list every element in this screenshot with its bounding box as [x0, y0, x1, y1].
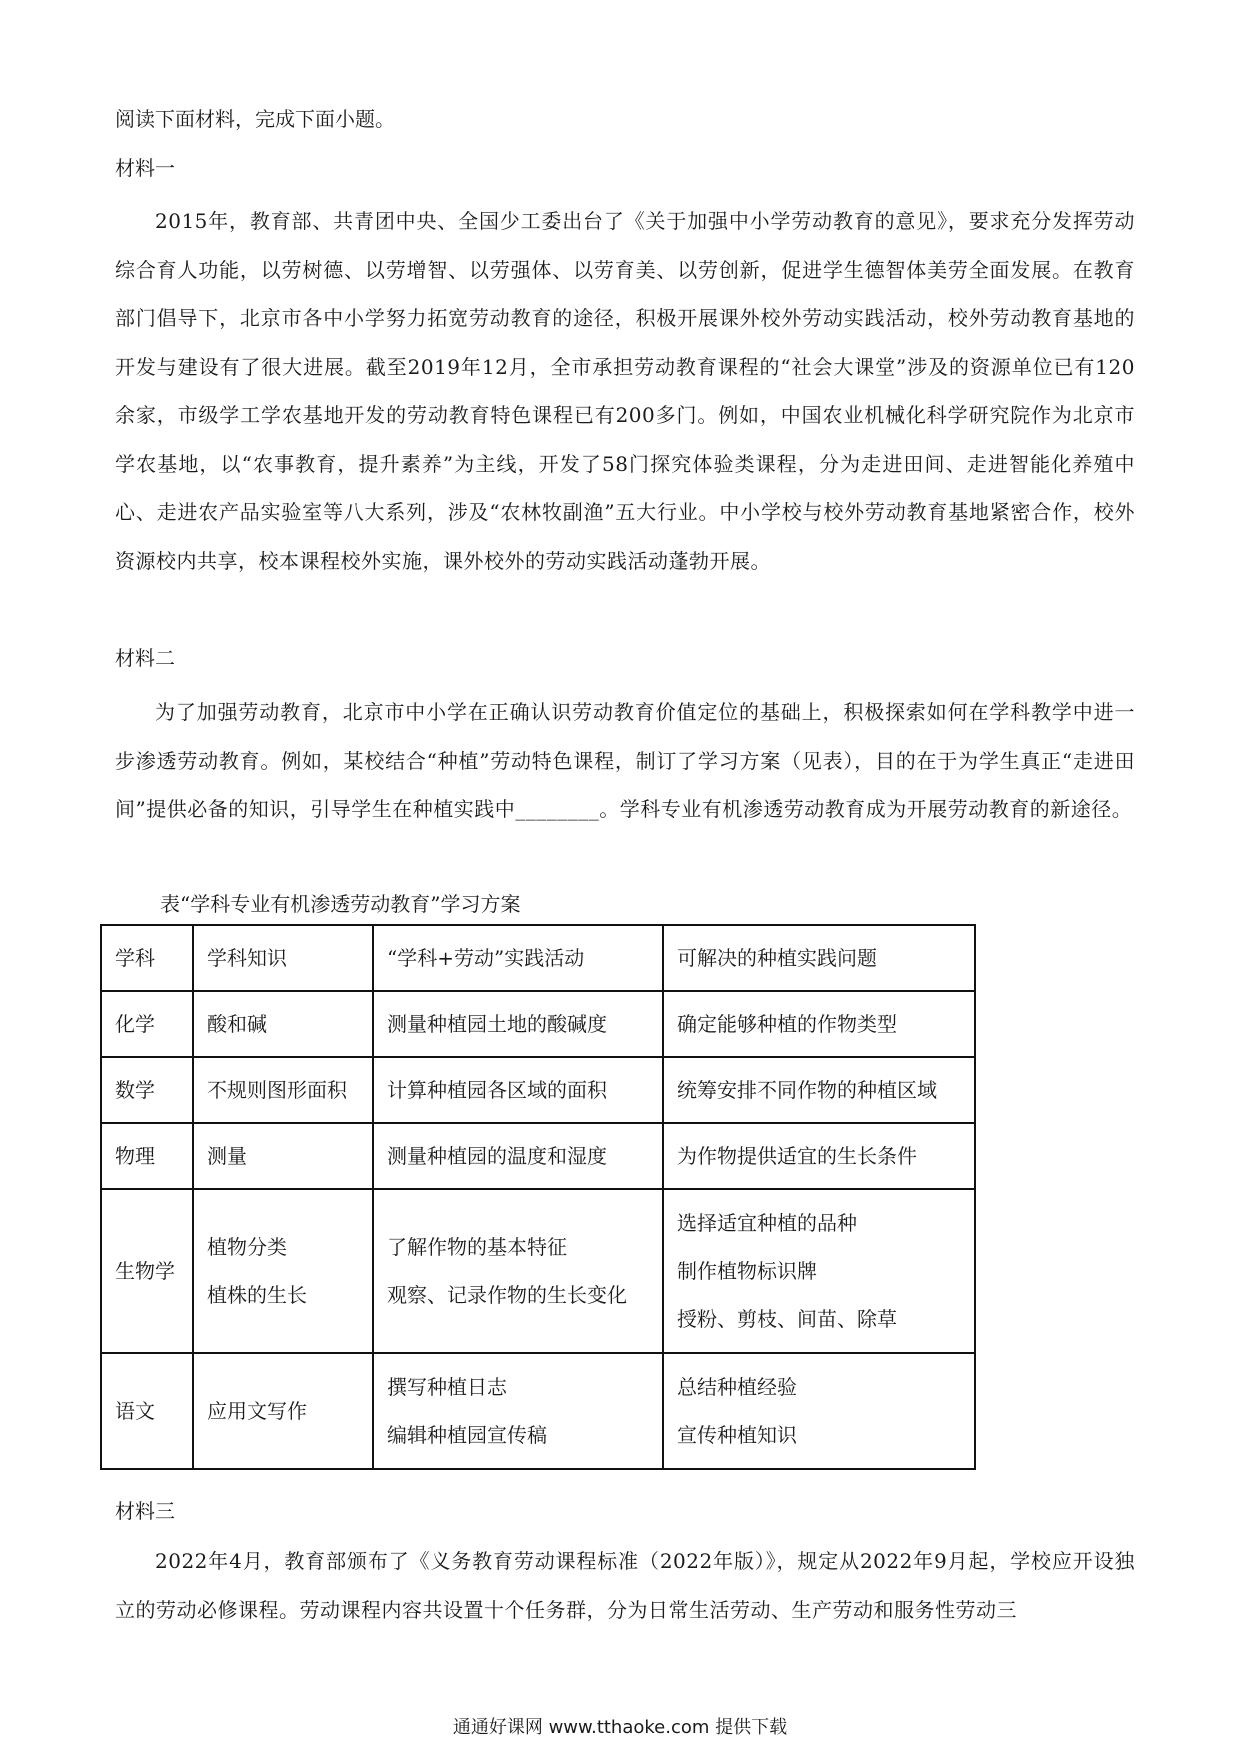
table-header-cell: 学科: [101, 925, 193, 991]
knowledge-cell: [193, 991, 373, 1057]
activity-cell: [373, 991, 663, 1057]
material-2-heading: 材料二: [115, 646, 175, 670]
problem-line: 为作物提供适宜的生长条件: [677, 1144, 917, 1168]
knowledge-line: 植株的生长: [207, 1283, 307, 1307]
table-caption: 表“学科专业有机渗透劳动教育”学习方案: [160, 892, 521, 916]
problem-line: 选择适宜种植的品种: [677, 1211, 857, 1235]
table-row: [101, 1057, 975, 1123]
activity-line: 观察、记录作物的生长变化: [387, 1283, 627, 1307]
activity-line: 计算种植园各区域的面积: [387, 1078, 607, 1102]
subject-cell: 化学: [101, 991, 193, 1057]
material-2-paragraph: 为了加强劳动教育，北京市中小学在正确认识劳动教育价值定位的基础上，积极探索如何在学科教学中进一步渗透劳动教育。例如，某校结合“种植”劳动特色课程，制订了学习方案（见表），目的在于为学生真正“走进田间”提供必备的知识，引导学生在种植实践中________。学科专业有机渗透劳动教育成为开展劳动教育的新途径。: [115, 700, 1135, 821]
table-row: [101, 991, 975, 1057]
study-plan-table: [100, 924, 976, 1470]
knowledge-line: 酸和碱: [207, 1012, 267, 1036]
table-row: [101, 1189, 975, 1353]
activity-line: 了解作物的基本特征: [387, 1235, 567, 1259]
subject-cell: 生物学: [101, 1189, 193, 1353]
problem-cell: [663, 1189, 975, 1353]
problem-line: 确定能够种植的作物类型: [677, 1012, 897, 1036]
problem-line: 制作植物标识牌: [677, 1259, 817, 1283]
table-header-row: [101, 925, 975, 991]
problem-line: 授粉、剪枝、间苗、除草: [677, 1307, 897, 1331]
knowledge-line: 植物分类: [207, 1235, 287, 1259]
subject-cell: 物理: [101, 1123, 193, 1189]
problem-cell: [663, 991, 975, 1057]
activity-line: 编辑种植园宣传稿: [387, 1423, 547, 1447]
table-header-cell: 可解决的种植实践问题: [663, 925, 975, 991]
problem-cell: [663, 1353, 975, 1469]
knowledge-line: 应用文写作: [207, 1399, 307, 1423]
knowledge-cell: [193, 1123, 373, 1189]
knowledge-cell: [193, 1353, 373, 1469]
problem-cell: [663, 1057, 975, 1123]
material-3-heading: 材料三: [115, 1499, 175, 1523]
problem-line: 总结种植经验: [677, 1375, 797, 1399]
knowledge-cell: [193, 1189, 373, 1353]
material-3-paragraph: 2022年4月，教育部颁布了《义务教育劳动课程标准（2022年版）》，规定从2022年9月起，学校应开设独立的劳动必修课程。劳动课程内容共设置十个任务群，分为日常生活劳动、生产劳动和服务性劳动三: [115, 1549, 1135, 1622]
material-1-paragraph: 2015年，教育部、共青团中央、全国少工委出台了《关于加强中小学劳动教育的意见》，要求充分发挥劳动综合育人功能，以劳树德、以劳增智、以劳强体、以劳育美、以劳创新，促进学生德智体美劳全面发展。在教育部门倡导下，北京市各中小学努力拓宽劳动教育的途径，积极开展课外校外劳动实践活动，校外劳动教育基地的开发与建设有了很大进展。截至2019年12月，全市承担劳动教育课程的“社会大课堂”涉及的资源单位已有120余家，市级学工学农基地开发的劳动教育特色课程已有200多门。例如，中国农业机械化科学研究院作为北京市学农基地，以“农事教育，提升素养”为主线，开发了58门探究体验类课程，分为走进田间、走进智能化养殖中心、走进农产品实验室等八大系列，涉及“农林牧副渔”五大行业。中小学校与校外劳动教育基地紧密合作，校外资源校内共享，校本课程校外实施，课外校外的劳动实践活动蓬勃开展。: [115, 209, 1135, 573]
activity-cell: [373, 1057, 663, 1123]
activity-line: 测量种植园的温度和湿度: [387, 1144, 607, 1168]
table-row: [101, 1123, 975, 1189]
knowledge-line: 不规则图形面积: [207, 1078, 347, 1102]
material-1-heading: 材料一: [115, 156, 175, 180]
problem-line: 统筹安排不同作物的种植区域: [677, 1078, 937, 1102]
problem-line: 宣传种植知识: [677, 1423, 797, 1447]
knowledge-line: 测量: [207, 1144, 247, 1168]
activity-cell: [373, 1353, 663, 1469]
activity-cell: [373, 1123, 663, 1189]
activity-line: 撰写种植日志: [387, 1375, 507, 1399]
activity-line: 测量种植园土地的酸碱度: [387, 1012, 607, 1036]
table-row: [101, 1353, 975, 1469]
subject-cell: 数学: [101, 1057, 193, 1123]
problem-cell: [663, 1123, 975, 1189]
activity-cell: [373, 1189, 663, 1353]
footer-credit: 通通好课网 www.tthaoke.com 提供下载: [452, 1717, 788, 1738]
table-header-cell: 学科知识: [193, 925, 373, 991]
table-header-cell: “学科+劳动”实践活动: [373, 925, 663, 991]
instruction-text: 阅读下面材料，完成下面小题。: [115, 107, 395, 131]
knowledge-cell: [193, 1057, 373, 1123]
subject-cell: 语文: [101, 1353, 193, 1469]
